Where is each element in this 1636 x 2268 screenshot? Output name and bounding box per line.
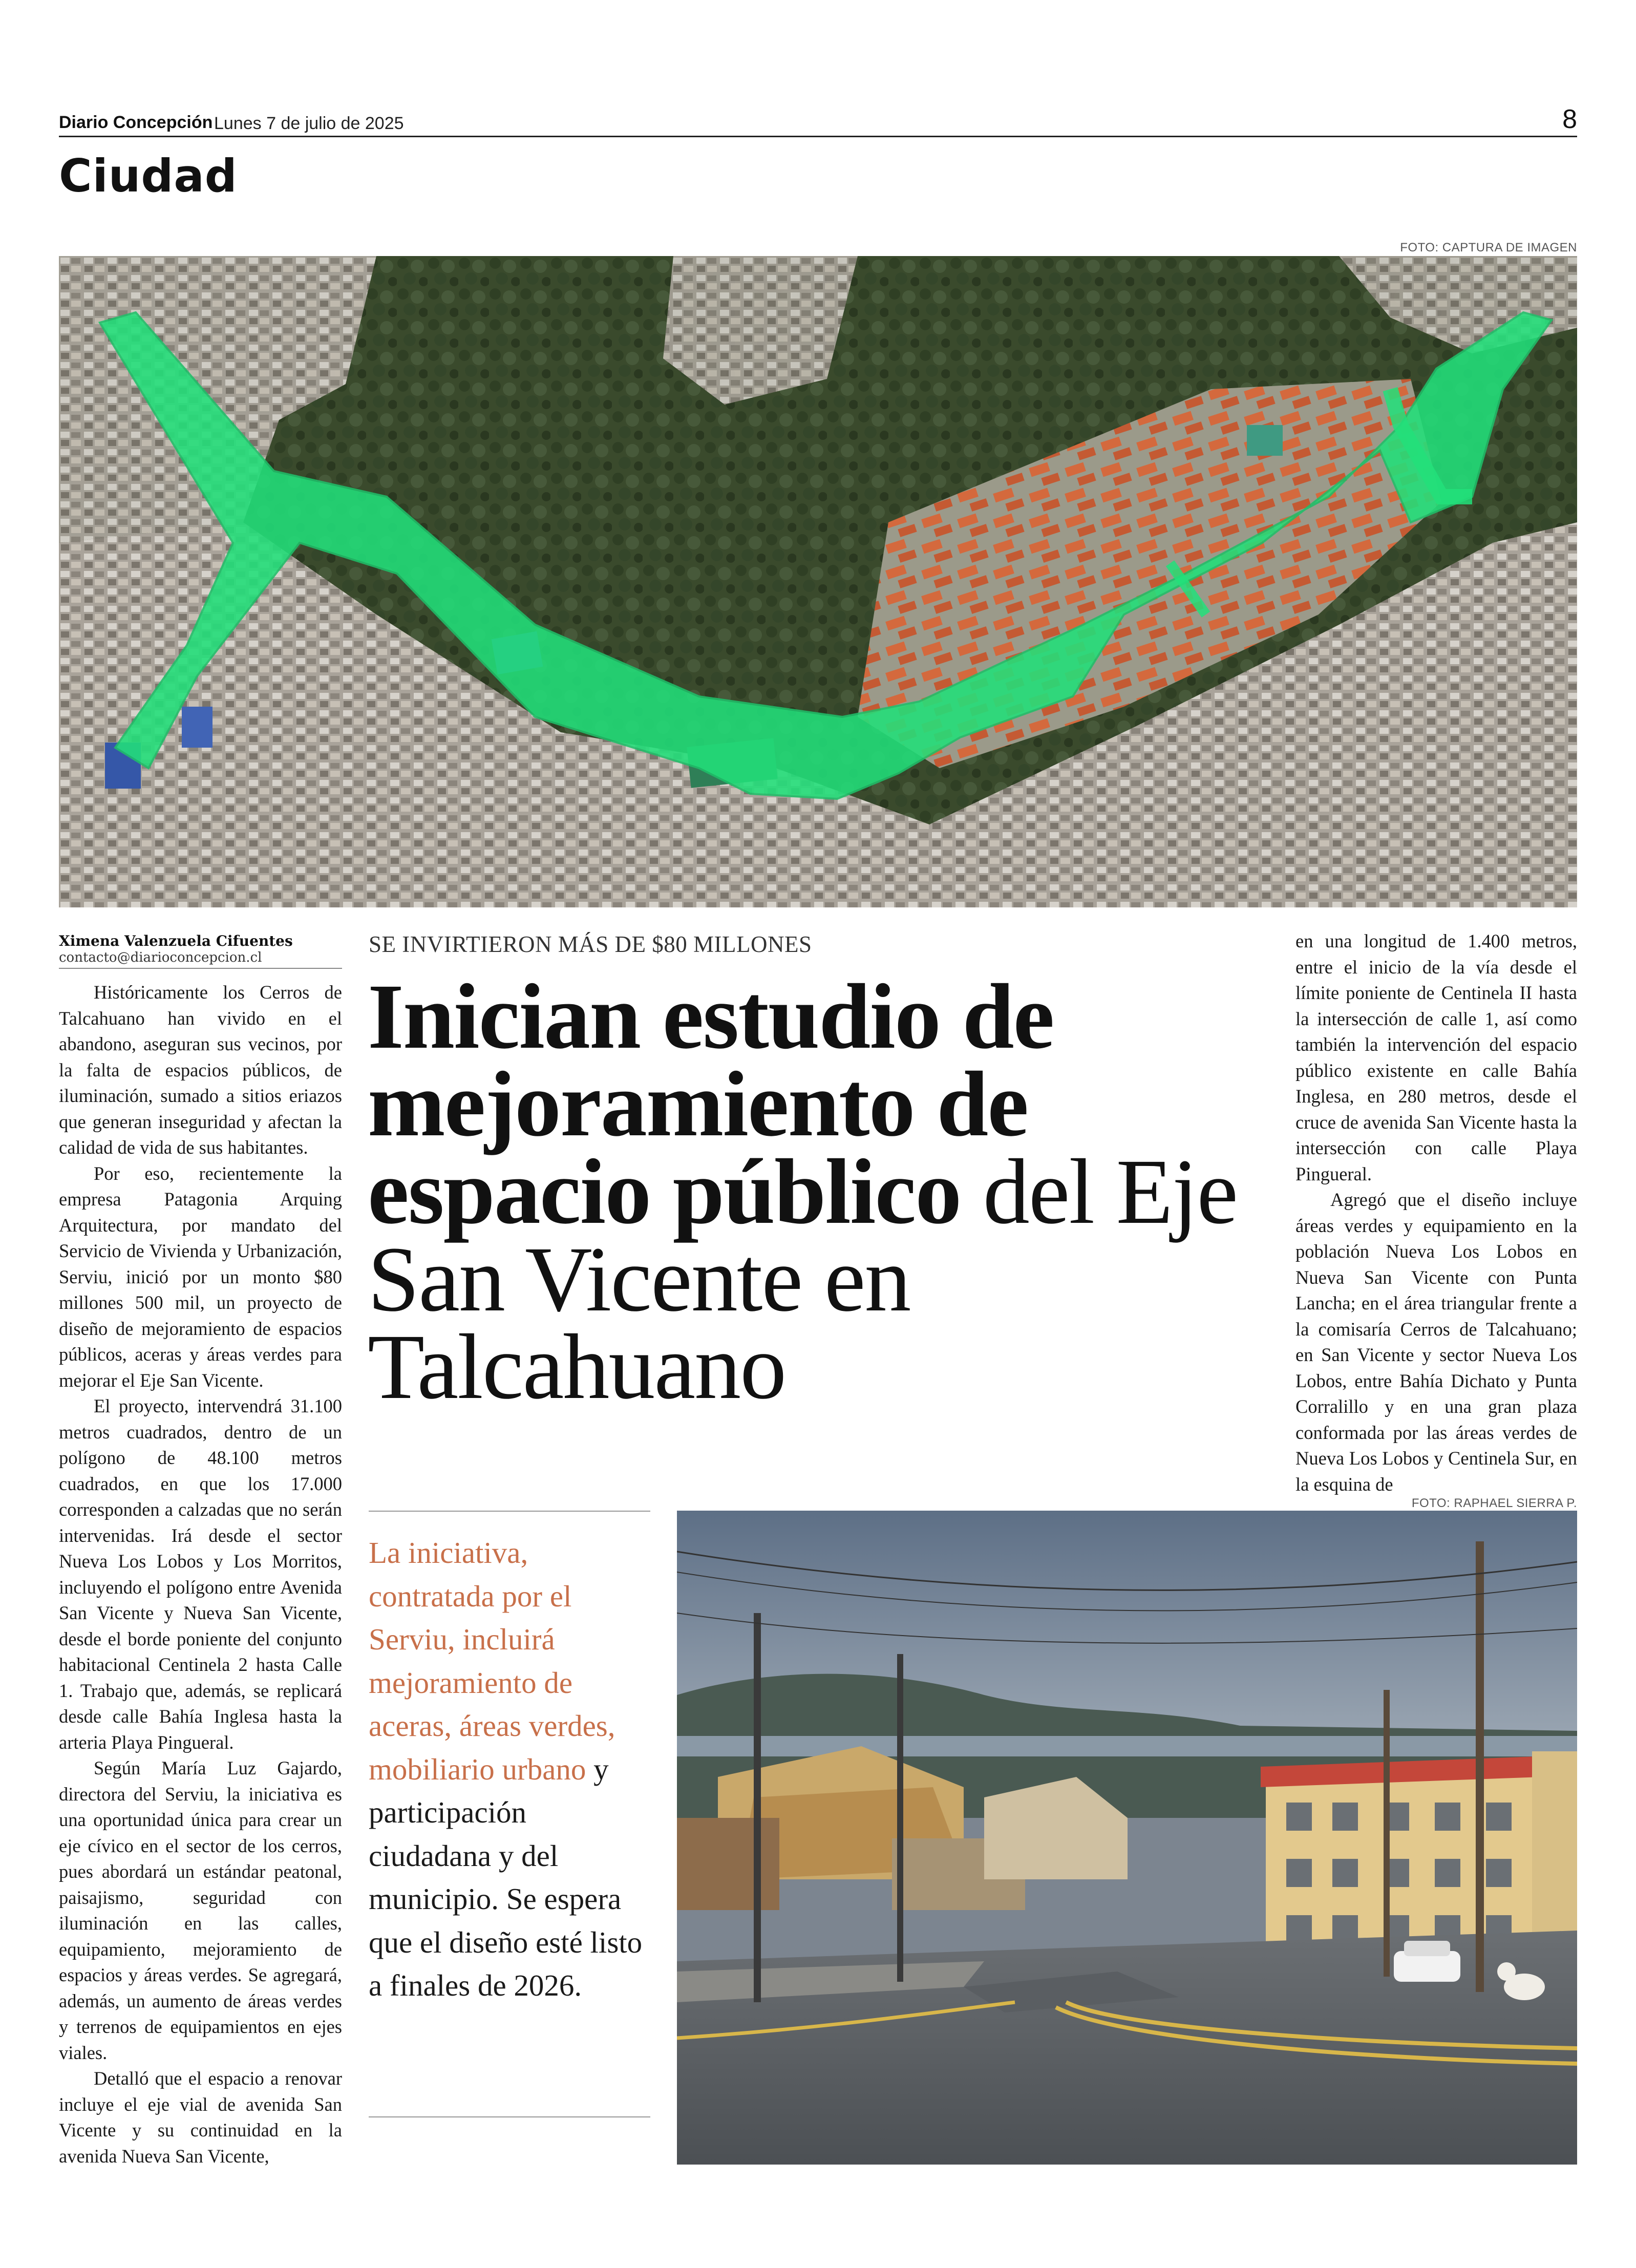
street-photo-credit: FOTO: RAPHAEL SIERRA P. <box>1411 1496 1577 1510</box>
header-rule <box>59 136 1577 137</box>
section-title: Ciudad <box>59 150 238 202</box>
masthead <box>59 100 1577 136</box>
newspaper-name: Diario Concepción <box>59 113 213 132</box>
byline <box>59 933 342 969</box>
paragraph: Agregó que el diseño incluye áreas verdes y equipamiento en la población Nueva Los Lobos en Nueva San Vicente con Punta Lancha; en el área triangular frente a la comisaría Cerros de Talcahuano; en San Vicente y sector Nueva Los Lobos, entre Bahía Dichato y Punta Corralillo y en una gran plaza conformada por las áreas verdes de Nueva Los Lobos y Centinela Sur, en la esquina de <box>1295 1189 1577 1495</box>
headline-bold: Inician estudio de mejoramiento de espacio público <box>368 965 1054 1243</box>
street-photo <box>677 1511 1577 2165</box>
paragraph: Por eso, recientemente la empresa Patagonia Arquing Arquitectura, por mandato del Servicio de Vivienda y Urbanización, Serviu, inició por un monto $80 millones 500 mil, un proyecto de diseño de mejoramiento de espacios públicos, aceras y áreas verdes para mejorar el Eje San Vicente. <box>59 1162 342 1391</box>
article-column-1 <box>59 980 342 2169</box>
paragraph: en una longitud de 1.400 metros, entre el inicio de la vía desde el límite poniente de Centinela II hasta la intersección de calle 1, así como también la intervención del espacio público existente en calle Bahía Inglesa, en 280 metros, desde el cruce de avenida San Vicente hasta la intersección con calle Playa Pingueral. <box>1295 930 1577 1184</box>
aerial-photo-credit: FOTO: CAPTURA DE IMAGEN <box>1400 241 1577 255</box>
paragraph: Detalló que el espacio a renovar incluye el eje vial de avenida San Vicente y su continuidad en la avenida Nueva San Vicente, <box>59 2068 342 2167</box>
pullquote <box>369 1531 655 2007</box>
author-email: contacto@diarioconcepcion.cl <box>59 950 262 965</box>
kicker: SE INVIRTIERON MÁS DE $80 MILLONES <box>369 931 812 957</box>
paragraph: Según María Luz Gajardo, directora del Serviu, la iniciativa es una oportunidad única para crear un eje cívico en el sector de los cerros, pues abordará un estándar peatonal, paisajismo, seguridad con iluminación en las calles, equipamiento, mejoramiento de espacios y áreas verdes. Se agregará, además, un aumento de áreas verdes y terrenos de equipamientos en ejes viales. <box>59 1757 342 2063</box>
aerial-photo <box>59 256 1577 907</box>
pullquote-accent: La iniciativa, contratada por el Serviu, incluirá mejoramiento de aceras, áreas verdes, mobiliario urbano <box>369 1536 615 1786</box>
byline-rule <box>59 968 342 969</box>
article-column-3 <box>1295 928 1577 1497</box>
headline <box>368 965 1289 1418</box>
paragraph: El proyecto, intervendrá 31.100 metros cuadrados, dentro de un polígono de 48.100 metros cuadrados, en que los 17.000 corresponden a calzadas que no serán intervenidas. Irá desde el sector Nueva Los Lobos y Los Morritos, incluyendo el polígono entre Avenida San Vicente y Nueva San Vicente, desde el borde poniente del conjunto habitacional Centinela 2 hasta Calle 1. Trabajo que, además, se replicará desde calle Bahía Inglesa hasta la arteria Playa Pingueral. <box>59 1395 342 1753</box>
pullquote-rule-bottom <box>369 2116 650 2117</box>
paragraph: Históricamente los Cerros de Talcahuano han vivido en el abandono, aseguran sus vecinos, por la falta de espacios públicos, de iluminación, sumado a sitios eriazos que generan inseguridad y afectan la calidad de vida de sus habitantes. <box>59 982 342 1158</box>
issue-date: Lunes 7 de julio de 2025 <box>214 114 404 133</box>
pullquote-dark: y participación ciudadana y del municipio. Se espera que el diseño esté listo a finales de 2026. <box>369 1752 643 2002</box>
page-number: 8 <box>1562 104 1577 134</box>
author-name: Ximena Valenzuela Cifuentes <box>59 932 293 949</box>
pullquote-rule-top <box>369 1511 650 1512</box>
headline-regular: del Eje San Vicente en Talcahuano <box>368 1140 1238 1418</box>
